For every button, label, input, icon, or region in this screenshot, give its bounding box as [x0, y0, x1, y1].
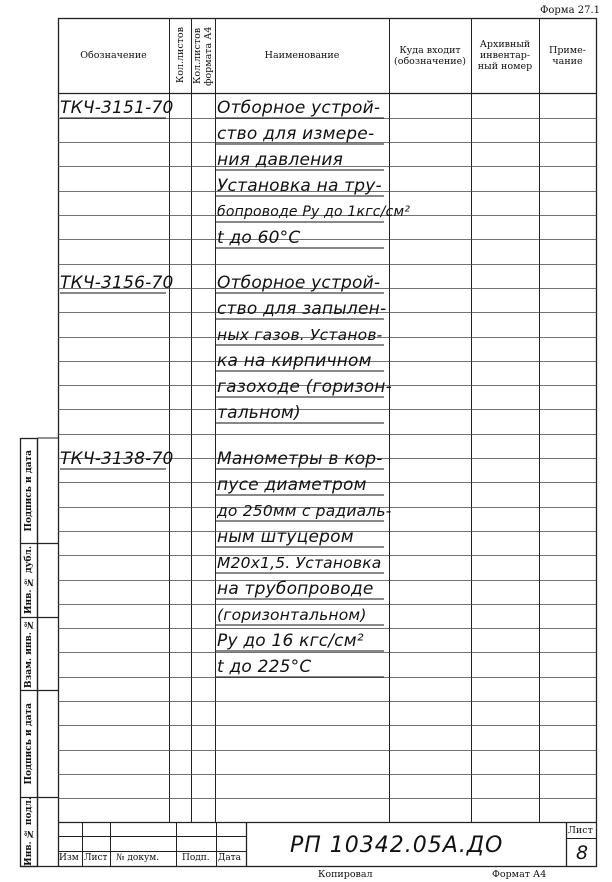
- side-label: Инв. № дубл.: [23, 546, 34, 614]
- name-line: Установка на тру-: [217, 176, 382, 196]
- name-line: ка на кирпичном: [217, 351, 372, 371]
- name-line: Ру до 16 кгс/см²: [217, 631, 364, 651]
- header-a4-sheets: Кол.листов формата А4: [192, 25, 214, 86]
- name-line: пусе диаметром: [217, 475, 367, 495]
- side-label: Инв. № подл.: [23, 797, 34, 866]
- name-entry: [217, 98, 410, 254]
- footer-format: Формат А4: [492, 869, 547, 880]
- name-line: ство для измере-: [217, 124, 375, 144]
- name-line: ным штуцером: [217, 527, 354, 547]
- side-label: Подпись и дата: [23, 449, 34, 532]
- side-label: Подпись и дата: [23, 702, 34, 785]
- name-line: t до 225°С: [217, 657, 312, 677]
- title-podp: Подп.: [182, 853, 210, 863]
- name-line: Отборное устрой-: [217, 98, 381, 118]
- title-doc-no: № докум.: [116, 853, 160, 863]
- header-designation: Обозначение: [80, 50, 147, 61]
- name-line: ния давления: [217, 150, 344, 170]
- name-line: ных газов. Установ-: [217, 326, 383, 344]
- header-sheets-count: Кол.листов: [174, 27, 186, 84]
- name-line: (горизонтальном): [217, 606, 367, 624]
- name-line: тальном): [217, 403, 301, 423]
- name-line: Отборное устрой-: [217, 273, 381, 293]
- sheet-number: 8: [576, 842, 589, 864]
- designation-entry: ТКЧ-3156-70: [60, 273, 174, 293]
- side-label: Взам. инв. №: [23, 618, 34, 689]
- name-entry: [217, 273, 392, 429]
- name-line: t до 60°С: [217, 228, 301, 248]
- name-line: Манометры в кор-: [217, 449, 383, 469]
- title-list: Лист: [84, 853, 108, 863]
- name-line: на трубопроводе: [217, 579, 374, 599]
- doc-code: РП 10342.05А.ДО: [290, 833, 504, 858]
- title-data: Дата: [218, 853, 242, 863]
- header-name: Наименование: [264, 50, 340, 61]
- sheet-label: Лист: [568, 825, 593, 836]
- title-izm: Изм: [59, 853, 79, 863]
- name-line: до 250мм с радиаль-: [217, 502, 392, 520]
- designation-entry: ТКЧ-3138-70: [60, 449, 174, 469]
- header-archive-number: Архивный инвентар-ный номер: [477, 39, 533, 72]
- name-line: бопроводе Ру до 1кгс/см²: [217, 204, 411, 220]
- name-line: ство для запылен-: [217, 299, 387, 319]
- name-entry: [217, 449, 392, 683]
- name-line: газоходе (горизон-: [217, 377, 392, 397]
- name-line: М20х1,5. Установка: [217, 554, 382, 572]
- header-where-used: Куда входит (обозначение): [394, 44, 466, 67]
- header-note: Приме-чание: [549, 44, 586, 67]
- form-label: Форма 27.1: [540, 5, 600, 16]
- designation-entry: ТКЧ-3151-70: [60, 98, 174, 118]
- footer-copied: Копировал: [318, 869, 373, 880]
